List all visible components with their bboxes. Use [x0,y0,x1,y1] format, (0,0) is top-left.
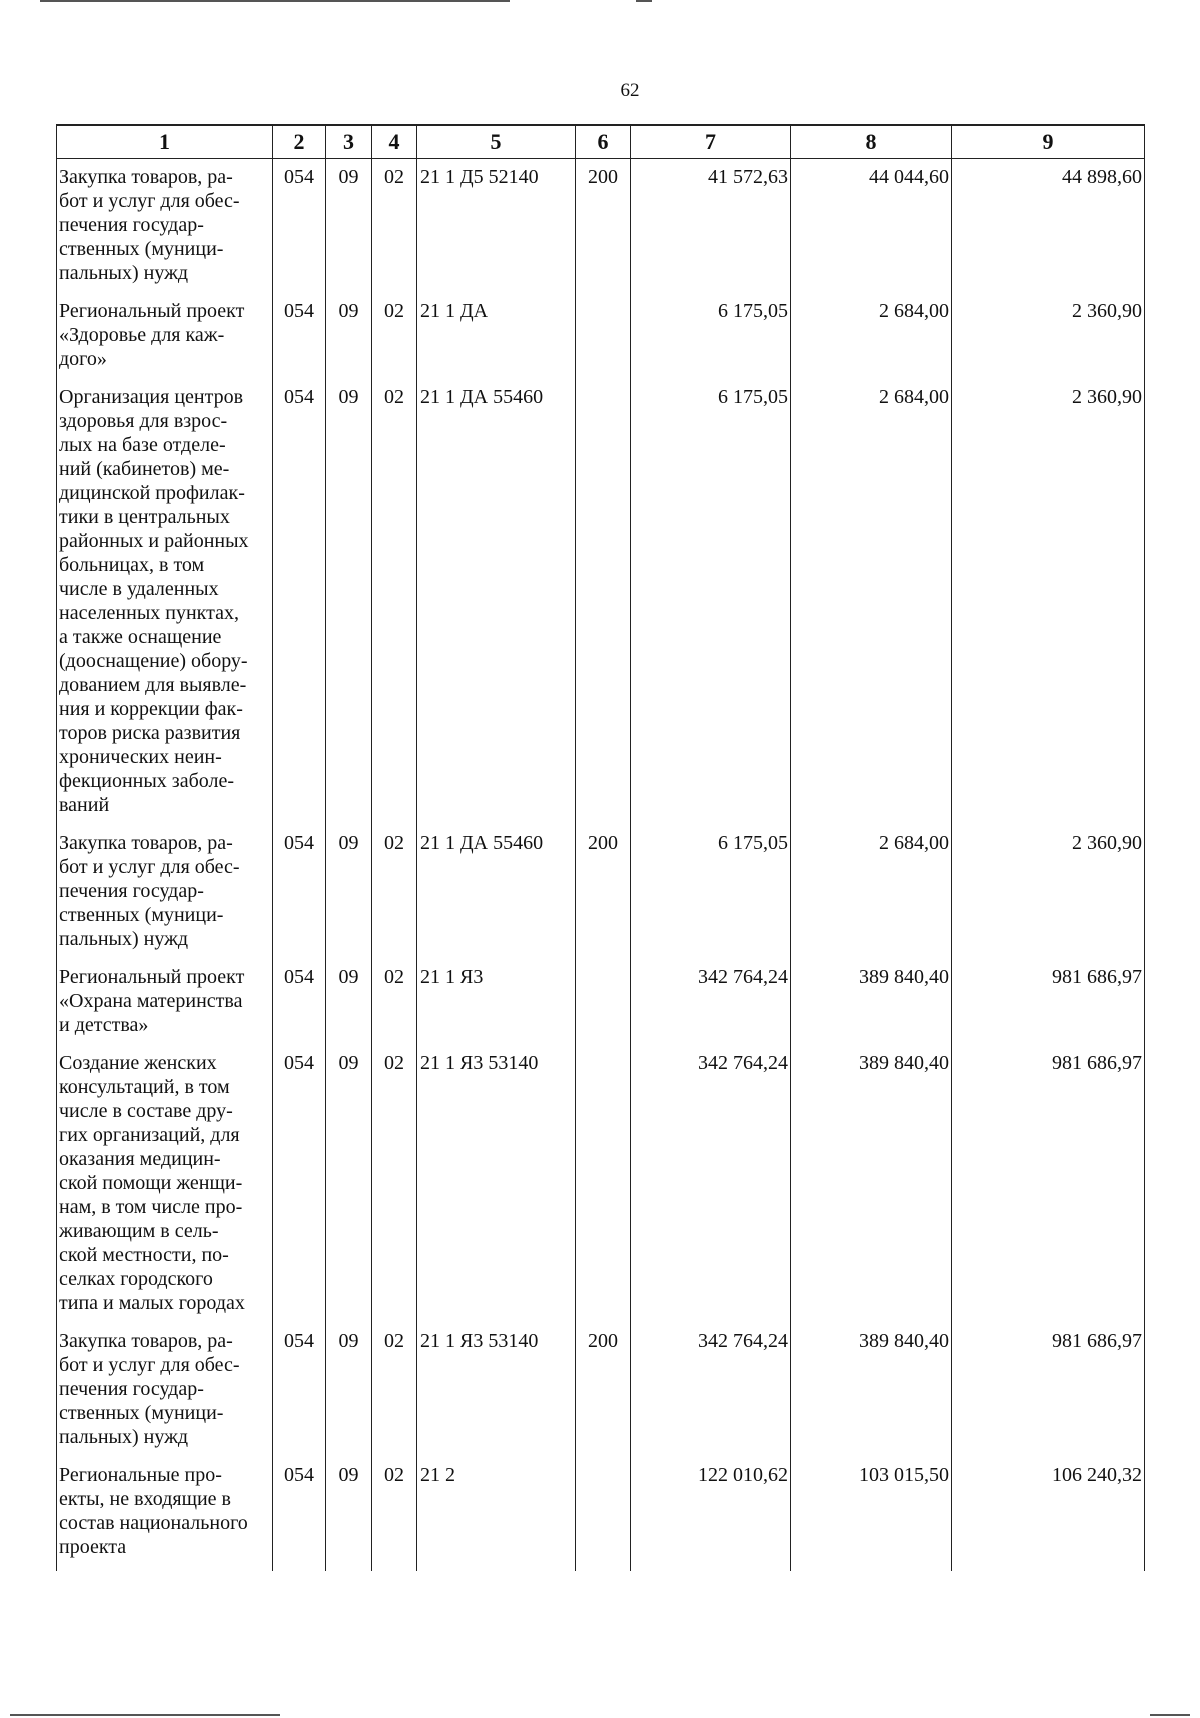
section-code-cell: 09 [326,1461,372,1571]
target-article-cell: 21 1 ДА 55460 [417,829,576,963]
table-row [57,829,1145,963]
amount-year2-cell: 2 684,00 [791,383,952,829]
target-article-cell: 21 1 Я3 53140 [417,1327,576,1461]
amount-year1-cell: 6 175,05 [631,383,791,829]
row-name-cell: Региональные про- екты, не входящие в состав национального проекта [57,1461,273,1571]
section-code-cell: 09 [326,1327,372,1461]
amount-year1-cell: 6 175,05 [631,297,791,383]
admin-code-cell: 054 [273,383,326,829]
expense-kind-cell: 200 [576,1327,631,1461]
expense-kind-cell [576,383,631,829]
admin-code-cell: 054 [273,829,326,963]
column-header-7: 7 [631,125,791,159]
table-row [57,383,1145,829]
amount-year2-cell: 2 684,00 [791,829,952,963]
admin-code-cell: 054 [273,1049,326,1327]
scan-edge-top [40,0,510,2]
amount-year3-cell: 106 240,32 [952,1461,1145,1571]
column-header-4: 4 [372,125,417,159]
amount-year2-cell: 44 044,60 [791,159,952,298]
section-code-cell: 09 [326,829,372,963]
section-code-cell: 09 [326,159,372,298]
amount-year2-cell: 389 840,40 [791,1049,952,1327]
amount-year3-cell: 2 360,90 [952,383,1145,829]
amount-year1-cell: 342 764,24 [631,1049,791,1327]
column-header-2: 2 [273,125,326,159]
section-code-cell: 09 [326,297,372,383]
subsection-code-cell: 02 [372,963,417,1049]
amount-year2-cell: 103 015,50 [791,1461,952,1571]
subsection-code-cell: 02 [372,1049,417,1327]
expense-kind-cell [576,297,631,383]
row-name-cell: Закупка товаров, ра- бот и услуг для обес- печения государ- ственных (муници- пальных) нужд [57,159,273,298]
row-name-cell: Закупка товаров, ра- бот и услуг для обес- печения государ- ственных (муници- пальных) нужд [57,1327,273,1461]
expense-kind-cell: 200 [576,829,631,963]
section-code-cell: 09 [326,383,372,829]
amount-year1-cell: 342 764,24 [631,963,791,1049]
expense-kind-cell: 200 [576,159,631,298]
scan-edge-bottom [10,1714,280,1716]
amount-year1-cell: 122 010,62 [631,1461,791,1571]
column-header-6: 6 [576,125,631,159]
admin-code-cell: 054 [273,963,326,1049]
expense-kind-cell [576,1461,631,1571]
amount-year1-cell: 41 572,63 [631,159,791,298]
target-article-cell: 21 1 ДА 55460 [417,383,576,829]
column-header-9: 9 [952,125,1145,159]
row-name-cell: Региональный проект «Здоровье для каж- дого» [57,297,273,383]
subsection-code-cell: 02 [372,297,417,383]
scan-edge-bottom-right [1150,1714,1190,1716]
row-name-cell: Закупка товаров, ра- бот и услуг для обес- печения государ- ственных (муници- пальных) нужд [57,829,273,963]
column-header-1: 1 [57,125,273,159]
table-row [57,297,1145,383]
column-header-3: 3 [326,125,372,159]
section-code-cell: 09 [326,963,372,1049]
column-header-8: 8 [791,125,952,159]
subsection-code-cell: 02 [372,1327,417,1461]
target-article-cell: 21 1 Д5 52140 [417,159,576,298]
subsection-code-cell: 02 [372,383,417,829]
target-article-cell: 21 1 Я3 53140 [417,1049,576,1327]
target-article-cell: 21 1 Я3 [417,963,576,1049]
table-row [57,1049,1145,1327]
amount-year2-cell: 389 840,40 [791,963,952,1049]
target-article-cell: 21 1 ДА [417,297,576,383]
amount-year3-cell: 2 360,90 [952,829,1145,963]
table-row [57,963,1145,1049]
table-row [57,1327,1145,1461]
amount-year1-cell: 342 764,24 [631,1327,791,1461]
amount-year2-cell: 389 840,40 [791,1327,952,1461]
admin-code-cell: 054 [273,159,326,298]
amount-year3-cell: 981 686,97 [952,1327,1145,1461]
admin-code-cell: 054 [273,1327,326,1461]
section-code-cell: 09 [326,1049,372,1327]
row-name-cell: Создание женских консультаций, в том числе в составе дру- гих организаций, для оказания медицин- ской помощи женщи- нам, в том числе про- живающим в сель- ской местности, по- селках городского типа и малых городах [57,1049,273,1327]
amount-year3-cell: 981 686,97 [952,1049,1145,1327]
subsection-code-cell: 02 [372,1461,417,1571]
table-row [57,159,1145,298]
table-body [57,159,1145,1572]
column-header-5: 5 [417,125,576,159]
budget-table [56,124,1145,1571]
scan-edge-top-short [636,0,652,2]
amount-year3-cell: 44 898,60 [952,159,1145,298]
row-name-cell: Организация центров здоровья для взрос- лых на базе отделе- ний (кабинетов) ме- дицинской профилак- тики в центральных районных и районных больницах, в том числе в удаленных населенных пунктах, а также оснащение (дооснащение) обору- дованием для выявле- ния и коррекции фак- торов риска развития хронических неин- фекционных заболе- ваний [57,383,273,829]
table-row [57,1461,1145,1571]
expense-kind-cell [576,1049,631,1327]
admin-code-cell: 054 [273,297,326,383]
table-header-row [57,125,1145,159]
admin-code-cell: 054 [273,1461,326,1571]
amount-year3-cell: 2 360,90 [952,297,1145,383]
amount-year2-cell: 2 684,00 [791,297,952,383]
target-article-cell: 21 2 [417,1461,576,1571]
expense-kind-cell [576,963,631,1049]
row-name-cell: Региональный проект «Охрана материнства и детства» [57,963,273,1049]
subsection-code-cell: 02 [372,159,417,298]
amount-year1-cell: 6 175,05 [631,829,791,963]
page-number: 62 [620,80,640,101]
subsection-code-cell: 02 [372,829,417,963]
amount-year3-cell: 981 686,97 [952,963,1145,1049]
